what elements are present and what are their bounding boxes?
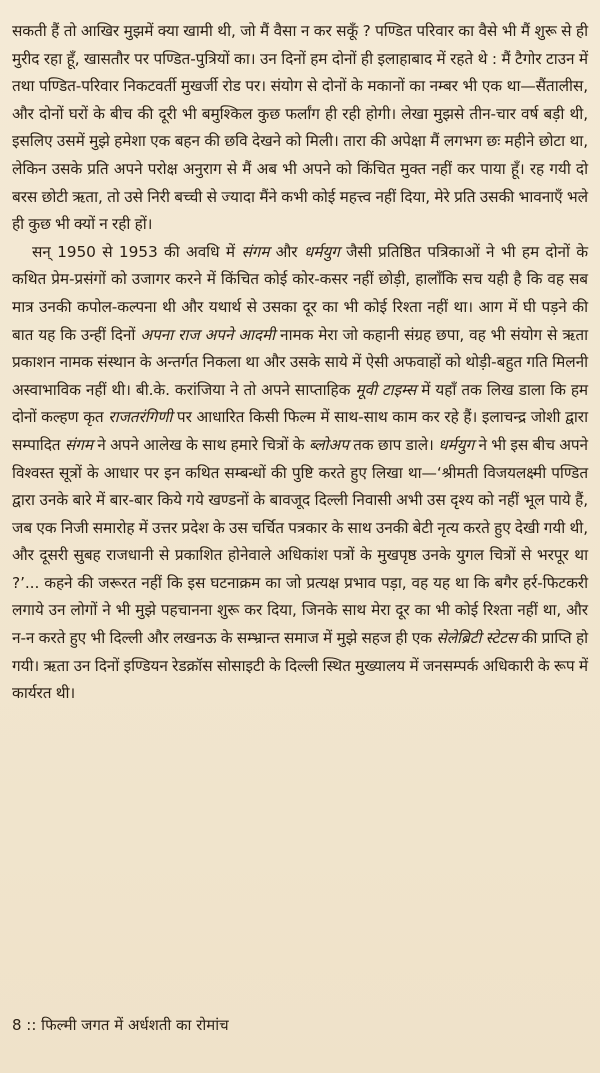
italic-title: धर्मयुग <box>438 435 475 454</box>
text-run: सन् 1950 से 1953 की अवधि में <box>32 242 242 261</box>
italic-title: मूवी टाइम्स <box>355 380 417 399</box>
text-run: ने अपने आलेख के साथ हमारे चित्रों के <box>92 435 309 454</box>
italic-title: ब्लोअप <box>308 435 349 454</box>
text-run: सकती हैं तो आखिर मुझमें क्या खामी थी, जो मैं वैसा न कर सकूँ ? पण्डित परिवार का वैसे भी मैं शुरू से ही मुरीद रहा हूँ, खासतौर पर पण्डित-पुत्रियों का। उन दिनों हम दोनों ही इलाहाबाद में रहते थे : मैं टैगोर टाउन में तथा पण्डित-परिवार निकटवर्ती मुखर्जी रोड पर। संयोग से दोनों के मकानों का नम्बर भी एक था—सैंतालीस, और दोनों घरों के बीच की दूरी भी बमुश्किल कुछ फर्लांग ही रही होगी। लेखा मुझसे तीन-चार वर्ष बड़ी थी, इसलिए उसमें मुझे हमेशा एक बहन की छवि देखने को मिली। तारा की अपेक्षा मैं लगभग छः महीने छोटा था, लेकिन उसके प्रति अपने परोक्ष अनुराग से मैं अब भी अपने को किंचित मुक्त नहीं कर पाया हूँ। रह गयी दो बरस छोटी ऋता, तो उसे निरी बच्ची से ज्यादा मैंने कभी कोई महत्त्व नहीं दिया, मेरे प्रति उसकी भावनाएँ भले ही कुछ भी क्यों न रही हों। <box>12 22 588 234</box>
paragraph-1 <box>12 18 588 239</box>
text-run: तक छाप डाले। <box>348 435 439 454</box>
text-run: पर आधारित किसी फिल्म में साथ-साथ काम कर रहे हैं। इलाचन्द्र जोशी द्वारा सम्पादित <box>12 408 588 454</box>
italic-title: राजतरंगिणी <box>108 408 173 427</box>
body-text <box>12 18 588 708</box>
italic-title: धर्मयुग <box>303 242 340 261</box>
italic-title: अपना राज अपने आदमी <box>140 325 276 344</box>
text-run: जैसी प्रतिष्ठित पत्रिकाओं ने भी हम दोनों के कथित प्रेम-प्रसंगों को उजागर करने में किंचित कोई कोर-कसर नहीं छोड़ी, हालाँकि सच यही है कि वह सब मात्र उनकी कपोल-कल्पना थी और यथार्थ से उसका दूर का भी कोई रिश्ता नहीं था। आग में घी पड़ने की बात यह कि उन्हीं दिनों <box>12 242 588 344</box>
italic-title: संगम <box>241 242 270 261</box>
page-footer: 8 :: फिल्मी जगत में अर्धशती का रोमांच <box>12 1016 229 1034</box>
text-run: में यहाँ तक लिख डाला कि हम दोनों कल्हण कृत <box>12 380 588 427</box>
italic-title: संगम <box>64 435 93 454</box>
text-run: की प्राप्ति हो गयी। ऋता उन दिनों इण्डियन रेडक्रॉस सोसाइटी के दिल्ली स्थित मुख्यालय में जनसम्पर्क अधिकारी के रूप में कार्यरत थी। <box>12 629 589 703</box>
paragraph-2 <box>12 239 588 708</box>
text-run: नामक मेरा जो कहानी संग्रह छपा, वह भी संयोग से ऋता प्रकाशन नामक संस्थान के अन्तर्गत निकला था और उसके साये में ऐसी अफवाहों को थोड़ी-बहुत गति मिलनी अस्वाभाविक नहीं थी। बी.के. करांजिया ने तो अपने साप्ताहिक <box>12 325 589 399</box>
italic-title: सेलेब्रिटी स्टेटस <box>436 629 518 648</box>
text-run: ने भी इस बीच अपने विश्वस्त सूत्रों के आधार पर इन कथित सम्बन्धों की पुष्टि करते हुए लिखा था—‘श्रीमती विजयलक्ष्मी पण्डित द्वारा उनके बारे में बार-बार किये गये खण्डनों के बावजूद दिल्ली निवासी अभी उस दृश्य को नहीं भूल पाये हैं, जब एक निजी समारोह में उत्तर प्रदेश के उस चर्चित पत्रकार के साथ उनकी बेटी नृत्य करते हुए देखी गयी थी, और दूसरी सुबह राजधानी से प्रकाशित होनेवाले अधिकांश पत्रों के मुखपृष्ठ उनके युगल चित्रों से भरपूर था ?’... कहने की जरूरत नहीं कि इस घटनाक्रम का जो प्रत्यक्ष प्रभाव पड़ा, वह यह था कि बगैर हर्र-फिटकरी लगाये उन लोगों ने भी मुझे पहचानना शुरू कर दिया, जिनके साथ मेरा दूर का भी कोई रिश्ता नहीं था, और न-न करते हुए भी दिल्ली और लखनऊ के सम्भ्रान्त समाज में मुझे सहज ही एक <box>12 435 588 648</box>
text-run: और <box>269 242 304 261</box>
